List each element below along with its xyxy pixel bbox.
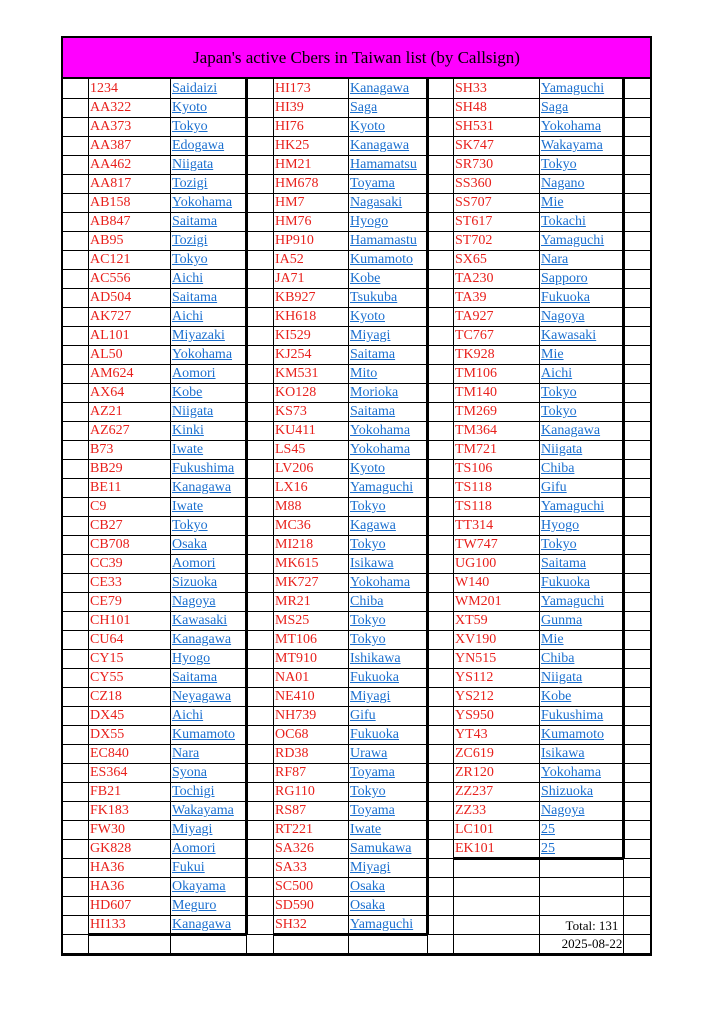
callsign-cell: HK25 <box>275 138 310 153</box>
city-cell: Tokyo <box>350 784 386 799</box>
callsign-cell: AB158 <box>90 195 131 210</box>
callsign-cell: JA71 <box>275 271 305 286</box>
callsign-cell: KS73 <box>275 404 307 419</box>
callsign-cell: HM7 <box>275 195 305 210</box>
callsign-cell: CE33 <box>90 575 122 590</box>
column-end-rule <box>88 933 246 936</box>
callsign-cell: SK747 <box>455 138 494 153</box>
callsign-cell: HP910 <box>275 233 314 248</box>
callsign-cell: KM531 <box>275 366 319 381</box>
callsign-cell: TC767 <box>455 328 494 343</box>
city-cell: Nagoya <box>541 803 585 818</box>
callsign-cell: RF87 <box>275 765 307 780</box>
city-cell: Nara <box>541 252 569 267</box>
callsign-cell: ST702 <box>455 233 493 248</box>
city-cell: Saitama <box>172 290 218 305</box>
callsign-cell: MT910 <box>275 651 317 666</box>
callsign-cell: MK615 <box>275 556 319 571</box>
city-cell: Kanagawa <box>172 632 232 647</box>
city-cell: Aichi <box>541 366 573 381</box>
callsign-cell: KI529 <box>275 328 311 343</box>
city-cell: Iwate <box>350 822 382 837</box>
callsign-cell: SH531 <box>455 119 494 134</box>
row-rule <box>63 953 650 954</box>
city-cell: Niigata <box>541 442 583 457</box>
city-cell: Kanagawa <box>172 480 232 495</box>
city-cell: Tokyo <box>350 499 386 514</box>
callsign-cell: CB708 <box>90 537 130 552</box>
city-cell: Kyoto <box>350 309 385 324</box>
city-cell: Saitama <box>172 670 218 685</box>
callsign-cell: W140 <box>455 575 490 590</box>
column-side-rule <box>245 79 248 935</box>
city-cell: Hyogo <box>350 214 389 229</box>
city-cell: Aomori <box>172 556 216 571</box>
callsign-cell: HM21 <box>275 157 312 172</box>
callsign-cell: YS112 <box>455 670 494 685</box>
callsign-cell: LC101 <box>455 822 494 837</box>
city-cell: Hamamatsu <box>350 157 417 172</box>
callsign-cell: TA39 <box>455 290 487 305</box>
callsign-cell: TA927 <box>455 309 494 324</box>
city-cell: Saitama <box>541 556 587 571</box>
city-cell: Miyagi <box>350 860 391 875</box>
callsign-cell: AB95 <box>90 233 124 248</box>
city-cell: Tokyo <box>172 119 208 134</box>
callsign-cell: LS45 <box>275 442 306 457</box>
callsign-cell: AC121 <box>90 252 131 267</box>
city-cell: Osaka <box>350 879 385 894</box>
city-cell: Yamaguchi <box>541 594 605 609</box>
city-cell: Chiba <box>541 461 575 476</box>
city-cell: Isikawa <box>541 746 585 761</box>
callsign-cell: AA373 <box>90 119 132 134</box>
callsign-cell: FW30 <box>90 822 125 837</box>
city-cell: Mito <box>350 366 378 381</box>
city-cell: Yokohama <box>541 765 602 780</box>
city-cell: 25 <box>541 841 555 856</box>
callsign-cell: 1234 <box>90 81 118 96</box>
callsign-cell: AL50 <box>90 347 123 362</box>
city-cell: Yokohama <box>172 347 233 362</box>
city-cell: Chiba <box>350 594 384 609</box>
callsign-cell: HI173 <box>275 81 311 96</box>
city-cell: Yamaguchi <box>350 480 414 495</box>
callsign-cell: BE11 <box>90 480 122 495</box>
callsign-cell: MC36 <box>275 518 311 533</box>
callsign-cell: AX64 <box>90 385 125 400</box>
sheet-title: Japan's active Cbers in Taiwan list (by Callsign) <box>63 38 650 79</box>
column-side-rule <box>622 79 625 859</box>
callsign-cell: WM201 <box>455 594 502 609</box>
callsign-cell: MR21 <box>275 594 311 609</box>
city-cell: Kanagawa <box>350 138 410 153</box>
city-cell: Miyagi <box>350 328 391 343</box>
callsign-cell: AA387 <box>90 138 132 153</box>
callsign-cell: EK101 <box>455 841 495 856</box>
city-cell: Meguro <box>172 898 217 913</box>
callsign-cell: AA462 <box>90 157 132 172</box>
callsign-cell: CH101 <box>90 613 131 628</box>
callsign-cell: AA817 <box>90 176 132 191</box>
callsign-cell: YS212 <box>455 689 494 704</box>
city-cell: Nagasaki <box>350 195 403 210</box>
callsign-cell: TT314 <box>455 518 494 533</box>
callsign-cell: AC556 <box>90 271 131 286</box>
city-cell: Yamaguchi <box>350 917 414 932</box>
city-cell: Hamamastu <box>350 233 417 248</box>
callsign-cell: CY55 <box>90 670 124 685</box>
callsign-cell: C9 <box>90 499 107 514</box>
callsign-cell: TS118 <box>455 499 492 514</box>
callsign-cell: SH48 <box>455 100 487 115</box>
callsign-cell: SS707 <box>455 195 492 210</box>
callsign-cell: ST617 <box>455 214 493 229</box>
callsign-cell: HI76 <box>275 119 304 134</box>
city-cell: Fukushima <box>172 461 235 476</box>
callsign-cell: SS360 <box>455 176 492 191</box>
city-cell: Saga <box>541 100 569 115</box>
callsign-sheet <box>61 36 652 956</box>
city-cell: Niigata <box>172 157 214 172</box>
city-cell: Tokyo <box>172 518 208 533</box>
city-cell: Kumamoto <box>172 727 235 742</box>
callsign-cell: YN515 <box>455 651 497 666</box>
city-cell: Edogawa <box>172 138 225 153</box>
city-cell: Iwate <box>172 442 204 457</box>
city-cell: Tokachi <box>541 214 586 229</box>
city-cell: Tokyo <box>350 613 386 628</box>
footer-summary <box>533 917 651 953</box>
city-cell: Kinki <box>172 423 204 438</box>
city-cell: Yamaguchi <box>541 499 605 514</box>
city-cell: Aichi <box>172 309 204 324</box>
callsign-cell: M88 <box>275 499 302 514</box>
callsign-cell: NH739 <box>275 708 317 723</box>
city-cell: Kumamoto <box>541 727 604 742</box>
city-cell: Kumamoto <box>350 252 413 267</box>
callsign-cell: TW747 <box>455 537 498 552</box>
city-cell: Tokyo <box>350 537 386 552</box>
callsign-cell: TM364 <box>455 423 497 438</box>
callsign-cell: HM76 <box>275 214 312 229</box>
city-cell: Okayama <box>172 879 226 894</box>
callsign-cell: XV190 <box>455 632 497 647</box>
city-cell: Niigata <box>172 404 214 419</box>
callsign-cell: DX45 <box>90 708 125 723</box>
city-cell: Isikawa <box>350 556 394 571</box>
city-cell: Tokyo <box>541 537 577 552</box>
callsign-cell: TA230 <box>455 271 494 286</box>
callsign-cell: SD590 <box>275 898 314 913</box>
city-cell: Saitama <box>172 214 218 229</box>
callsign-cell: CZ18 <box>90 689 122 704</box>
callsign-cell: GK828 <box>90 841 132 856</box>
city-cell: Gifu <box>350 708 376 723</box>
callsign-cell: KO128 <box>275 385 317 400</box>
callsign-cell: TM269 <box>455 404 497 419</box>
callsign-cell: CU64 <box>90 632 124 647</box>
city-cell: Mie <box>541 195 564 210</box>
city-cell: Yokohama <box>172 195 233 210</box>
callsign-cell: TM106 <box>455 366 497 381</box>
callsign-cell: SA33 <box>275 860 307 875</box>
callsign-cell: AD504 <box>90 290 132 305</box>
city-cell: Miyagi <box>172 822 213 837</box>
city-cell: Osaka <box>350 898 385 913</box>
city-cell: Tokyo <box>172 252 208 267</box>
city-cell: Iwate <box>172 499 204 514</box>
callsign-cell: SA326 <box>275 841 314 856</box>
city-cell: Osaka <box>172 537 207 552</box>
callsign-cell: CY15 <box>90 651 124 666</box>
callsign-cell: XT59 <box>455 613 488 628</box>
city-cell: Saitama <box>350 347 396 362</box>
city-cell: Fukuoka <box>541 575 590 590</box>
callsign-cell: KH618 <box>275 309 317 324</box>
callsign-cell: HM678 <box>275 176 319 191</box>
city-cell: Aomori <box>172 366 216 381</box>
city-cell: Tochigi <box>172 784 215 799</box>
callsign-cell: HA36 <box>90 879 125 894</box>
callsign-cell: ES364 <box>90 765 128 780</box>
city-cell: Fukuoka <box>350 670 399 685</box>
city-cell: Kanagawa <box>541 423 601 438</box>
city-cell: Yamaguchi <box>541 233 605 248</box>
callsign-cell: HD607 <box>90 898 132 913</box>
callsign-cell: ZZ33 <box>455 803 487 818</box>
city-cell: Shizuoka <box>541 784 594 799</box>
callsign-cell: NE410 <box>275 689 315 704</box>
callsign-cell: YS950 <box>455 708 494 723</box>
callsign-cell: TM721 <box>455 442 497 457</box>
callsign-cell: RG110 <box>275 784 315 799</box>
list-date: 2025-08-22 <box>561 936 623 951</box>
city-cell: Kyoto <box>350 119 385 134</box>
city-cell: Morioka <box>350 385 399 400</box>
callsign-cell: KB927 <box>275 290 316 305</box>
callsign-cell: TS106 <box>455 461 493 476</box>
column-end-rule <box>273 933 427 936</box>
callsign-cell: AA322 <box>90 100 132 115</box>
city-cell: Yokohama <box>350 442 411 457</box>
city-cell: Sapporo <box>541 271 588 286</box>
city-cell: Kobe <box>541 689 572 704</box>
city-cell: Tokyo <box>541 157 577 172</box>
callsign-cell: KU411 <box>275 423 316 438</box>
city-cell: Kanagawa <box>172 917 232 932</box>
column-end-rule <box>453 857 623 860</box>
city-cell: Aichi <box>172 271 204 286</box>
callsign-cell: AM624 <box>90 366 134 381</box>
city-cell: Wakayama <box>541 138 603 153</box>
city-cell: Syona <box>172 765 207 780</box>
city-cell: Kobe <box>172 385 203 400</box>
city-cell: Mie <box>541 347 564 362</box>
city-cell: Fukui <box>172 860 205 875</box>
city-cell: Fukuoka <box>350 727 399 742</box>
callsign-cell: ZR120 <box>455 765 494 780</box>
city-cell: Kyoto <box>350 461 385 476</box>
callsign-cell: IA52 <box>275 252 304 267</box>
callsign-cell: SH33 <box>455 81 487 96</box>
city-cell: Aichi <box>172 708 204 723</box>
callsign-cell: UG100 <box>455 556 497 571</box>
callsign-cell: TK928 <box>455 347 495 362</box>
city-cell: Kyoto <box>172 100 207 115</box>
callsign-cell: AB847 <box>90 214 131 229</box>
city-cell: Ishikawa <box>350 651 401 666</box>
column-side-rule <box>426 79 429 935</box>
city-cell: Tokyo <box>350 632 386 647</box>
callsign-cell: NA01 <box>275 670 310 685</box>
total-count: Total: 131 <box>565 918 619 933</box>
callsign-cell: LV206 <box>275 461 314 476</box>
city-cell: Yokohama <box>350 575 411 590</box>
city-cell: Nagano <box>541 176 585 191</box>
city-cell: Tsukuba <box>350 290 398 305</box>
city-cell: Miyagi <box>350 689 391 704</box>
city-cell: Fukuoka <box>541 290 590 305</box>
city-cell: Miyazaki <box>172 328 225 343</box>
city-cell: 25 <box>541 822 555 837</box>
city-cell: Niigata <box>541 670 583 685</box>
city-cell: Fukushima <box>541 708 604 723</box>
city-cell: Yamaguchi <box>541 81 605 96</box>
callsign-cell: AL101 <box>90 328 130 343</box>
city-cell: Gunma <box>541 613 583 628</box>
callsign-cell: RD38 <box>275 746 309 761</box>
city-cell: Aomori <box>172 841 216 856</box>
callsign-cell: CB27 <box>90 518 123 533</box>
city-cell: Neyagawa <box>172 689 232 704</box>
city-cell: Yokohama <box>350 423 411 438</box>
callsign-cell: SX65 <box>455 252 487 267</box>
callsign-cell: ZZ237 <box>455 784 494 799</box>
callsign-cell: TM140 <box>455 385 497 400</box>
city-cell: Toyama <box>350 803 395 818</box>
city-cell: Hyogo <box>541 518 580 533</box>
callsign-cell: HI133 <box>90 917 126 932</box>
city-cell: Kobe <box>350 271 381 286</box>
city-cell: Nara <box>172 746 200 761</box>
city-cell: Nagoya <box>172 594 216 609</box>
callsign-cell: AK727 <box>90 309 132 324</box>
city-cell: Kagawa <box>350 518 396 533</box>
callsign-cell: AZ21 <box>90 404 123 419</box>
callsign-cell: BB29 <box>90 461 123 476</box>
callsign-cell: RT221 <box>275 822 314 837</box>
callsign-cell: OC68 <box>275 727 309 742</box>
callsign-cell: MI218 <box>275 537 314 552</box>
callsign-cell: KJ254 <box>275 347 312 362</box>
callsign-cell: LX16 <box>275 480 308 495</box>
city-cell: Saitama <box>350 404 396 419</box>
callsign-cell: FB21 <box>90 784 122 799</box>
callsign-cell: HA36 <box>90 860 125 875</box>
callsign-cell: YT43 <box>455 727 488 742</box>
callsign-cell: MS25 <box>275 613 310 628</box>
callsign-cell: ZC619 <box>455 746 494 761</box>
callsign-cell: FK183 <box>90 803 129 818</box>
city-cell: Saidaizi <box>172 81 218 96</box>
city-cell: Toyama <box>350 176 395 191</box>
callsign-cell: HI39 <box>275 100 304 115</box>
city-cell: Nagoya <box>541 309 585 324</box>
callsign-cell: EC840 <box>90 746 129 761</box>
callsign-cell: CC39 <box>90 556 123 571</box>
city-cell: Kanagawa <box>350 81 410 96</box>
city-cell: Gifu <box>541 480 567 495</box>
callsign-cell: DX55 <box>90 727 125 742</box>
city-cell: Mie <box>541 632 564 647</box>
callsign-cell: TS118 <box>455 480 492 495</box>
callsign-cell: B73 <box>90 442 114 457</box>
callsign-cell: SH32 <box>275 917 307 932</box>
city-cell: Yokohama <box>541 119 602 134</box>
callsign-cell: SR730 <box>455 157 494 172</box>
city-cell: Kawasaki <box>172 613 228 628</box>
city-cell: Samukawa <box>350 841 412 856</box>
callsign-cell: AZ627 <box>90 423 130 438</box>
callsign-cell: MT106 <box>275 632 317 647</box>
city-cell: Hyogo <box>172 651 211 666</box>
city-cell: Tozigi <box>172 233 208 248</box>
city-cell: Tokyo <box>541 385 577 400</box>
callsign-cell: RS87 <box>275 803 307 818</box>
city-cell: Sizuoka <box>172 575 218 590</box>
city-cell: Kawasaki <box>541 328 597 343</box>
callsign-cell: CE79 <box>90 594 122 609</box>
callsign-cell: SC500 <box>275 879 314 894</box>
city-cell: Tozigi <box>172 176 208 191</box>
city-cell: Toyama <box>350 765 395 780</box>
city-cell: Saga <box>350 100 378 115</box>
city-cell: Tokyo <box>541 404 577 419</box>
callsign-cell: MK727 <box>275 575 319 590</box>
city-cell: Urawa <box>350 746 388 761</box>
city-cell: Chiba <box>541 651 575 666</box>
city-cell: Wakayama <box>172 803 234 818</box>
